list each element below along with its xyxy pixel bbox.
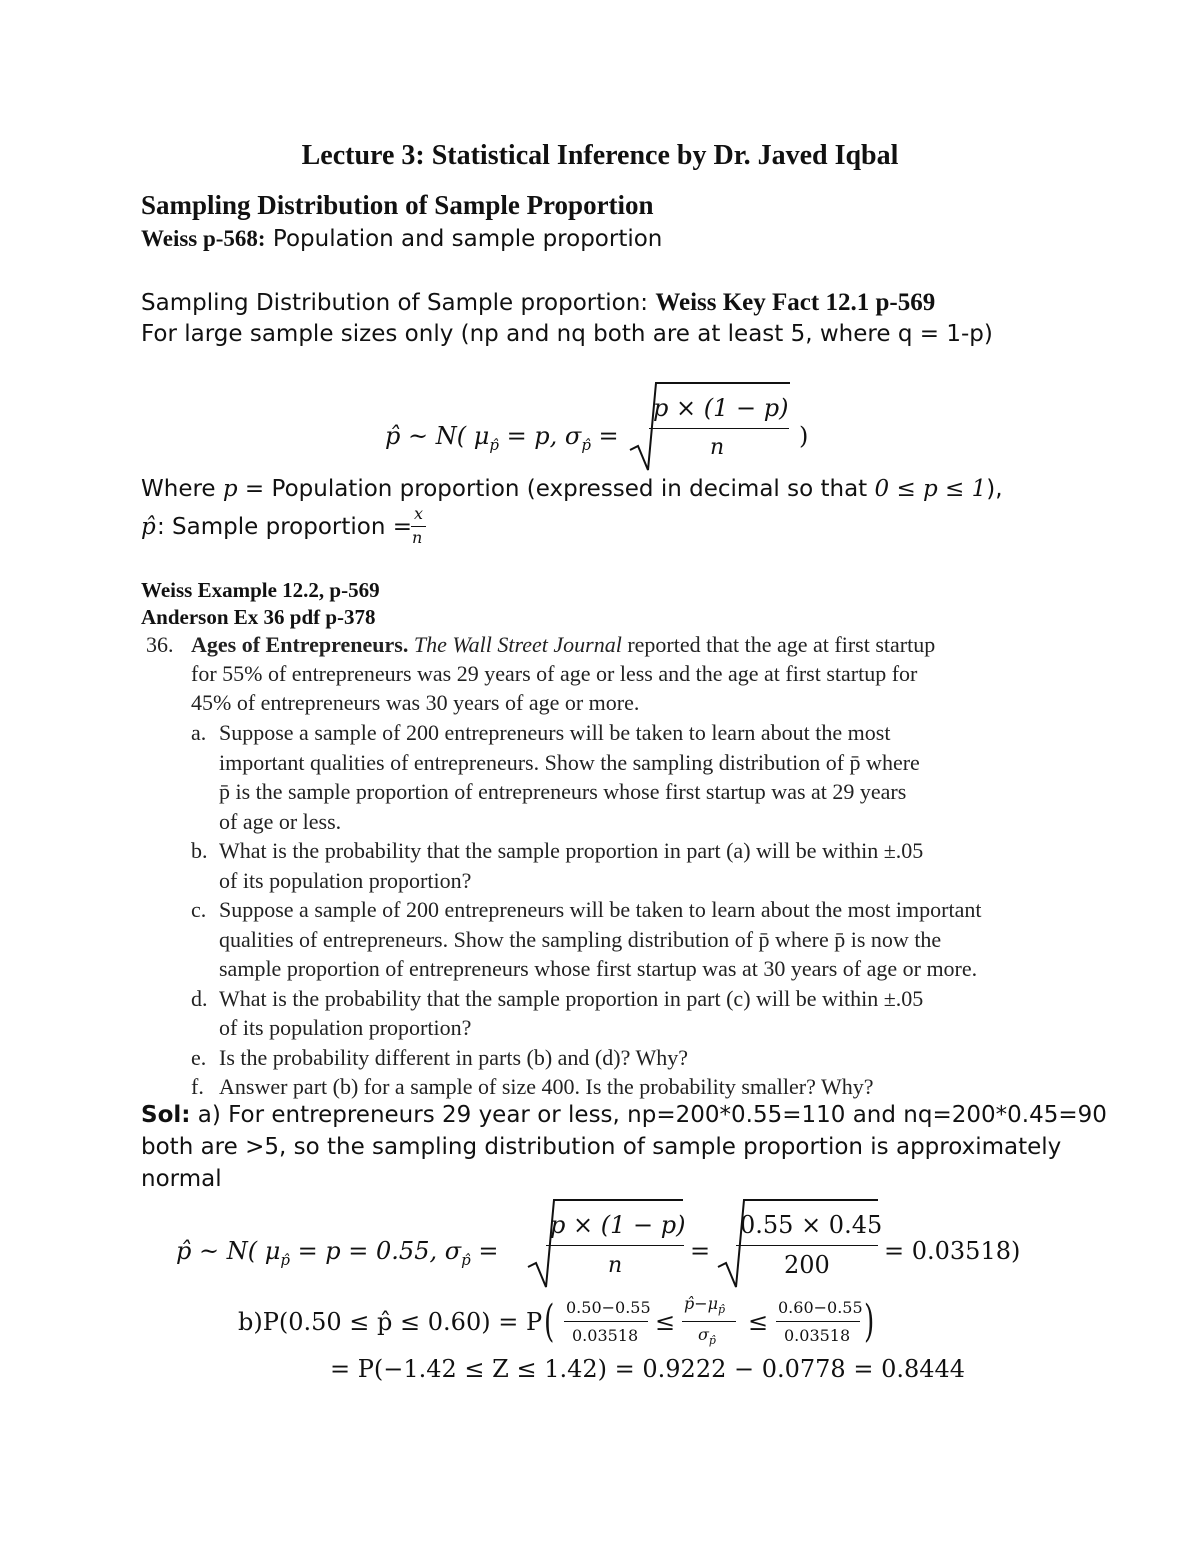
large-sample-condition: For large sample sizes only (np and nq both are at least 5, where q = 1-p)	[141, 321, 993, 347]
page-title: Lecture 3: Statistical Inference by Dr. Javed Iqbal	[301, 140, 899, 171]
formula2-lhs: p̂ ~ N( $\mu_{p̂} = p = 0.55$, $\sigma_{p̂}$ =	[176, 1237, 499, 1269]
sampling-distribution-text: Sampling Distribution of Sample proportion:	[141, 290, 656, 316]
weiss-reference-label: Weiss p-568:	[141, 226, 266, 251]
formula3-frac1-bar	[564, 1321, 648, 1322]
exercise-item-line: What is the probability that the sample proportion in part (a) will be within ±.05	[219, 838, 924, 863]
exercise-item-line: of its population proportion?	[219, 1015, 472, 1040]
formula3-close-paren: )	[864, 1296, 875, 1347]
solution-line1: Sol: a) For entrepreneurs 29 year or less, np=200*0.55=110 and nq=200*0.45=90	[141, 1102, 1107, 1128]
exercise-item-line: important qualities of entrepreneurs. Show the sampling distribution of p̄ where	[219, 749, 920, 775]
exercise-item-line: Answer part (b) for a sample of size 400. Is the probability smaller? Why?	[219, 1074, 874, 1099]
formula1-lhs: p̂ ~ N( $\mu_{p̂} = p$, $\sigma_{p̂}$ =	[385, 422, 619, 454]
solution-b-formula	[238, 1292, 898, 1356]
weiss-example-ref: Weiss Example 12.2, p-569	[141, 578, 380, 602]
phat-symbol: p̂	[141, 514, 156, 540]
exercise-item-label: b.	[191, 838, 208, 863]
exercise-intro-line2: for 55% of entrepreneurs was 29 years of age or less and the age at first startup for	[191, 661, 918, 686]
anderson-ex-ref: Anderson Ex 36 pdf p-378	[141, 605, 376, 629]
formula3-frac3-num: 0.60−0.55	[778, 1298, 863, 1317]
phat-denominator: n	[412, 528, 423, 547]
solution-line3: normal	[141, 1166, 222, 1192]
exercise-item-line: of its population proportion?	[219, 867, 472, 893]
formula3-le2: ≤	[748, 1308, 769, 1336]
exercise-item-line: qualities of entrepreneurs. Show the sampling distribution of p̄ where p̄ is now the	[219, 926, 942, 952]
weiss-reference-line	[141, 226, 662, 252]
exercise-item-line: Suppose a sample of 200 entrepreneurs will be taken to learn about the most	[219, 720, 891, 745]
formula3-frac1-den: 0.03518	[572, 1326, 639, 1345]
exercise-item-line: Is the probability different in parts (b) and (d)? Why?	[219, 1044, 688, 1070]
solution-b-result: = P(−1.42 ≤ Z ≤ 1.42) = 0.9222 − 0.0778 = 0.8444	[330, 1355, 966, 1383]
phat-numerator: x	[414, 504, 424, 523]
weiss-key-fact: Weiss Key Fact 12.1 p-569	[655, 289, 936, 316]
formula1-close: )	[799, 422, 809, 450]
exercise-item-line: What is the probability that the sample proportion in part (c) will be within ±.05	[219, 985, 924, 1011]
exercise-item-label: a.	[191, 720, 207, 745]
formula3-open-paren: (	[544, 1296, 555, 1347]
exercise-item-line: Suppose a sample of 200 entrepreneurs will be taken to learn about the most important	[219, 897, 982, 922]
exercise-item-label: e.	[191, 1044, 207, 1070]
formula2-fraction-bar2	[736, 1245, 878, 1246]
formula2-equals: =	[690, 1237, 711, 1265]
formula3-frac3-den: 0.03518	[784, 1326, 851, 1345]
where-line: Where p = Population proportion (expressed in decimal so that 0 ≤ p ≤ 1),	[141, 476, 1003, 502]
exercise-number: 36.	[146, 632, 174, 657]
formula3-frac2-bar	[682, 1321, 736, 1322]
formula3-le1: ≤	[655, 1308, 676, 1336]
formula2-fraction-bar1	[546, 1245, 684, 1246]
formula3-frac2-num: $p̂-\mu_{p̂}$	[684, 1294, 726, 1317]
exercise-intro-line3: 45% of entrepreneurs was 30 years of age or more.	[191, 690, 640, 715]
formula2-result: = 0.03518)	[884, 1237, 1021, 1265]
sampling-distribution-line	[141, 289, 935, 317]
phat-fraction-bar	[411, 526, 426, 527]
formula1-numerator: p × (1 − p)	[653, 394, 789, 422]
formula3-lhs: b)P(0.50 ≤ p̂ ≤ 0.60) = P	[238, 1308, 543, 1336]
exercise-item-label: f.	[191, 1074, 204, 1099]
formula2-denominator1: n	[608, 1253, 623, 1278]
phat-definition-line	[141, 504, 461, 553]
solution-a-formula	[176, 1195, 1036, 1290]
exercise-intro-line1: Ages of Entrepreneurs. The Wall Street Journal reported that the age at first startup	[191, 632, 936, 657]
formula3-frac3-bar	[776, 1321, 860, 1322]
exercise-item-line: of age or less.	[219, 808, 342, 834]
formula1-fraction-bar	[649, 428, 789, 429]
formula2-denominator2: 200	[784, 1251, 830, 1279]
weiss-reference-text: Population and sample proportion	[265, 226, 663, 252]
formula3-frac2-den: $\sigma_{p̂}$	[698, 1325, 716, 1348]
formula2-numerator2: 0.55 × 0.45	[740, 1211, 883, 1239]
exercise-item-label: c.	[191, 897, 207, 922]
phat-text: : Sample proportion =	[157, 514, 412, 540]
exercise-item-line: p̄ is the sample proportion of entrepreneurs whose first startup was at 29 years	[219, 779, 907, 804]
solution-label: Sol:	[141, 1102, 191, 1128]
exercise-item-line: sample proportion of entrepreneurs whose first startup was at 30 years of age or more.	[219, 956, 978, 981]
exercise-item-label: d.	[191, 985, 208, 1011]
solution-line2: both are >5, so the sampling distribution of sample proportion is approximately	[141, 1134, 1062, 1160]
formula2-numerator1: p × (1 − p)	[550, 1211, 686, 1239]
formula1-denominator: n	[710, 435, 725, 460]
formula3-frac1-num: 0.50−0.55	[566, 1298, 651, 1317]
section-heading: Sampling Distribution of Sample Proportion	[141, 190, 654, 220]
